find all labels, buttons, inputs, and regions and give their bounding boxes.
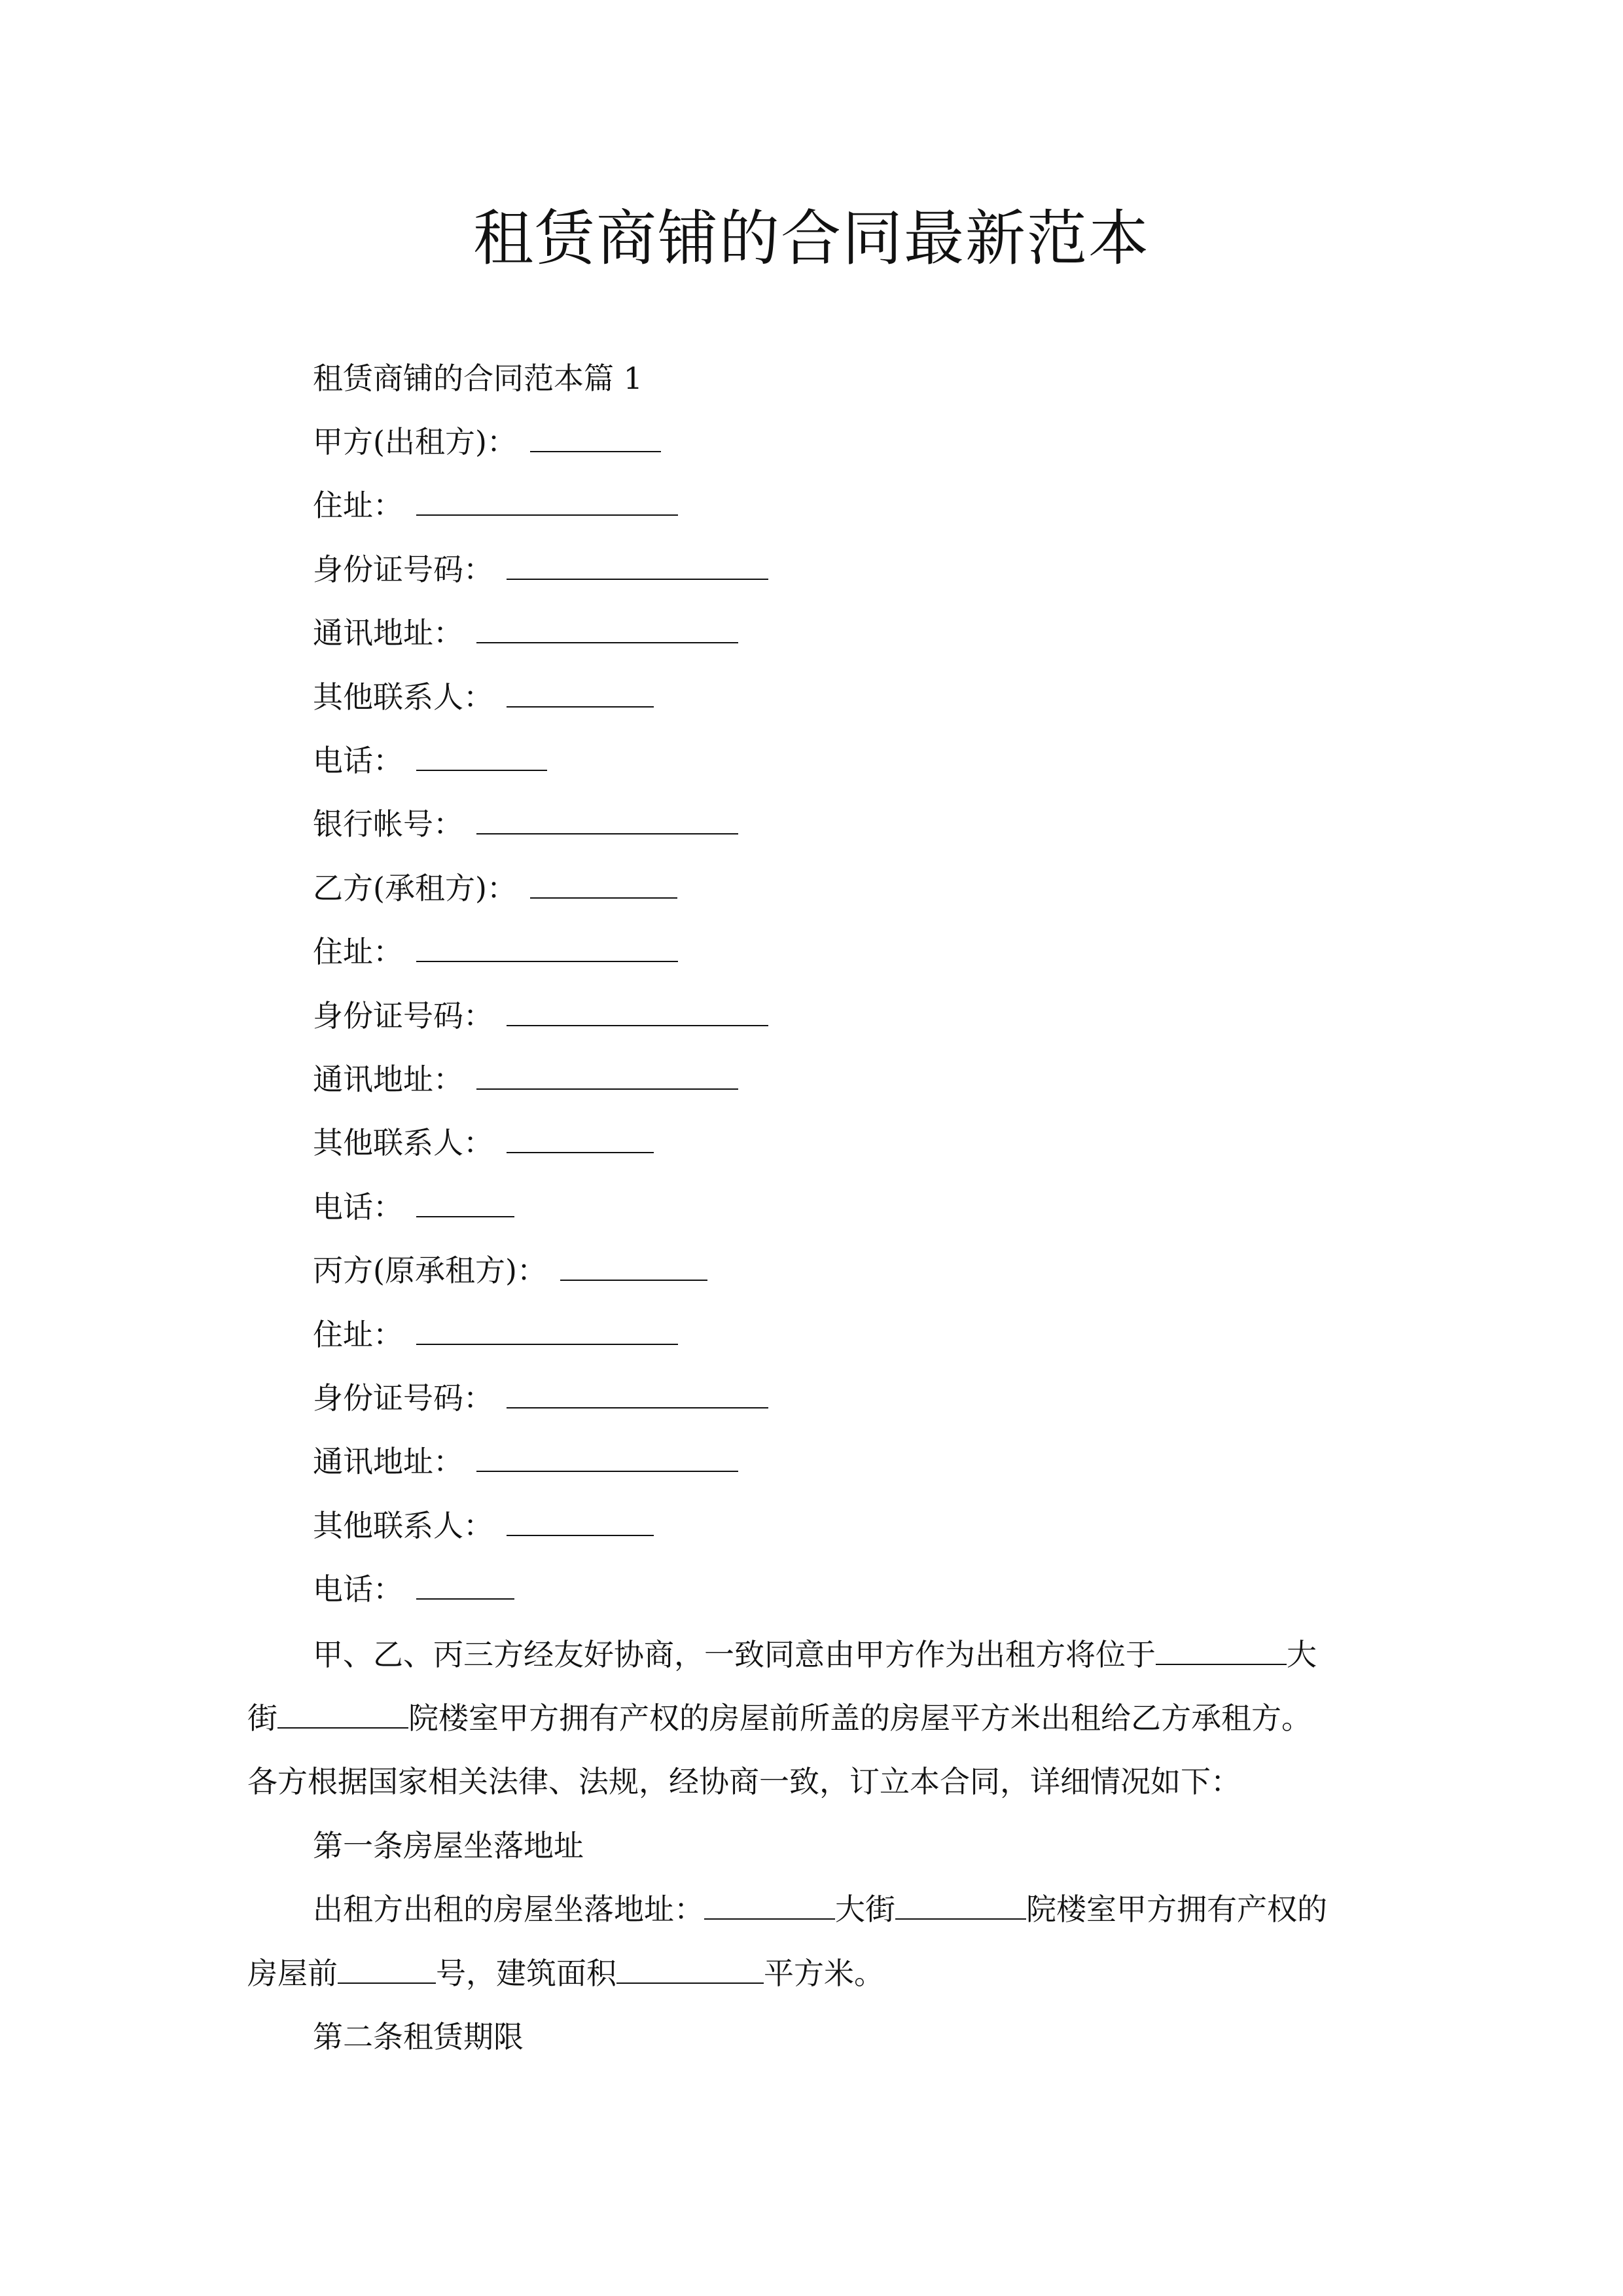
street-blank[interactable] — [1156, 1638, 1287, 1665]
field-label: 甲方(出租方)： — [313, 424, 517, 459]
article-1-heading: 第一条房屋坐落地址 — [313, 1828, 584, 1863]
field-blank[interactable] — [476, 616, 738, 643]
field-blank[interactable] — [507, 999, 768, 1026]
address-courtyard-blank[interactable] — [895, 1892, 1026, 1920]
form-field-row — [313, 1315, 678, 1354]
intro-paragraph-line-2: 街 院楼室甲方拥有产权的房屋前所盖的房屋平方米出租给乙方承租方。 — [247, 1700, 1311, 1736]
form-field-row — [313, 1378, 768, 1418]
field-blank[interactable] — [530, 871, 677, 899]
form-field-row — [313, 550, 768, 589]
field-label: 通讯地址： — [313, 615, 463, 651]
field-blank[interactable] — [476, 1444, 738, 1472]
form-field-row — [313, 1187, 514, 1227]
form-field-row — [313, 869, 677, 908]
field-label: 其他联系人： — [313, 679, 493, 715]
field-blank[interactable] — [507, 680, 654, 708]
field-label: 银行帐号： — [313, 806, 463, 842]
form-field-row — [313, 1251, 707, 1290]
field-label: 身份证号码： — [313, 997, 493, 1033]
field-blank[interactable] — [416, 935, 678, 962]
field-label: 住址： — [313, 488, 403, 524]
address-street-blank[interactable] — [704, 1892, 835, 1920]
form-field-row — [313, 486, 678, 525]
courtyard-blank[interactable] — [277, 1701, 408, 1729]
field-label: 其他联系人： — [313, 1125, 493, 1161]
field-blank[interactable] — [416, 1190, 514, 1217]
field-blank[interactable] — [416, 1572, 514, 1600]
form-field-row — [313, 741, 547, 780]
field-blank[interactable] — [476, 807, 738, 834]
field-label: 乙方(承租方)： — [313, 870, 517, 906]
document-title: 租赁商铺的合同最新范本 — [473, 204, 1150, 274]
field-blank[interactable] — [507, 1509, 654, 1536]
article-2-heading: 第二条租赁期限 — [313, 2019, 524, 2054]
field-blank[interactable] — [416, 744, 547, 771]
intro-paragraph-line-1: 甲、乙、丙三方经友好协商，一致同意由甲方作为出租方将位于 大 — [313, 1637, 1317, 1672]
field-label: 身份证号码： — [313, 1380, 493, 1416]
field-blank[interactable] — [416, 488, 678, 516]
field-label: 通讯地址： — [313, 1062, 463, 1097]
field-label: 电话： — [313, 1571, 403, 1607]
field-label: 丙方(原承租方)： — [313, 1253, 547, 1289]
form-field-row — [313, 422, 661, 461]
form-field-row — [313, 677, 654, 717]
field-label: 其他联系人： — [313, 1507, 493, 1543]
form-field-row — [313, 932, 678, 971]
field-blank[interactable] — [507, 1126, 654, 1153]
form-field-row — [313, 1060, 738, 1099]
form-field-row — [313, 1570, 514, 1609]
field-blank[interactable] — [560, 1253, 707, 1281]
form-field-row — [313, 1442, 738, 1481]
field-label: 身份证号码： — [313, 551, 493, 587]
form-field-row — [313, 1506, 654, 1545]
field-blank[interactable] — [416, 1318, 678, 1345]
field-label: 电话： — [313, 1189, 403, 1225]
field-blank[interactable] — [507, 1381, 768, 1408]
article-1-line-2: 房屋前 号，建筑面积 平方米。 — [247, 1956, 884, 1991]
form-field-row — [313, 613, 738, 653]
form-field-row — [313, 1123, 654, 1162]
field-blank[interactable] — [476, 1062, 738, 1090]
area-blank[interactable] — [616, 1956, 764, 1984]
form-field-row — [313, 996, 768, 1035]
field-label: 住址： — [313, 1316, 403, 1352]
section-heading: 租赁商铺的合同范本篇 1 — [313, 361, 643, 396]
house-number-blank[interactable] — [338, 1956, 436, 1984]
field-blank[interactable] — [507, 552, 768, 580]
form-field-row — [313, 804, 738, 844]
article-1-line-1: 出租方出租的房屋坐落地址： 大街 院楼室甲方拥有产权的 — [313, 1892, 1327, 1927]
field-blank[interactable] — [530, 425, 661, 452]
field-label: 电话： — [313, 743, 403, 778]
field-label: 住址： — [313, 934, 403, 970]
intro-paragraph-line-3: 各方根据国家相关法律、法规，经协商一致，订立本合同，详细情况如下： — [247, 1764, 1241, 1799]
field-label: 通讯地址： — [313, 1444, 463, 1480]
